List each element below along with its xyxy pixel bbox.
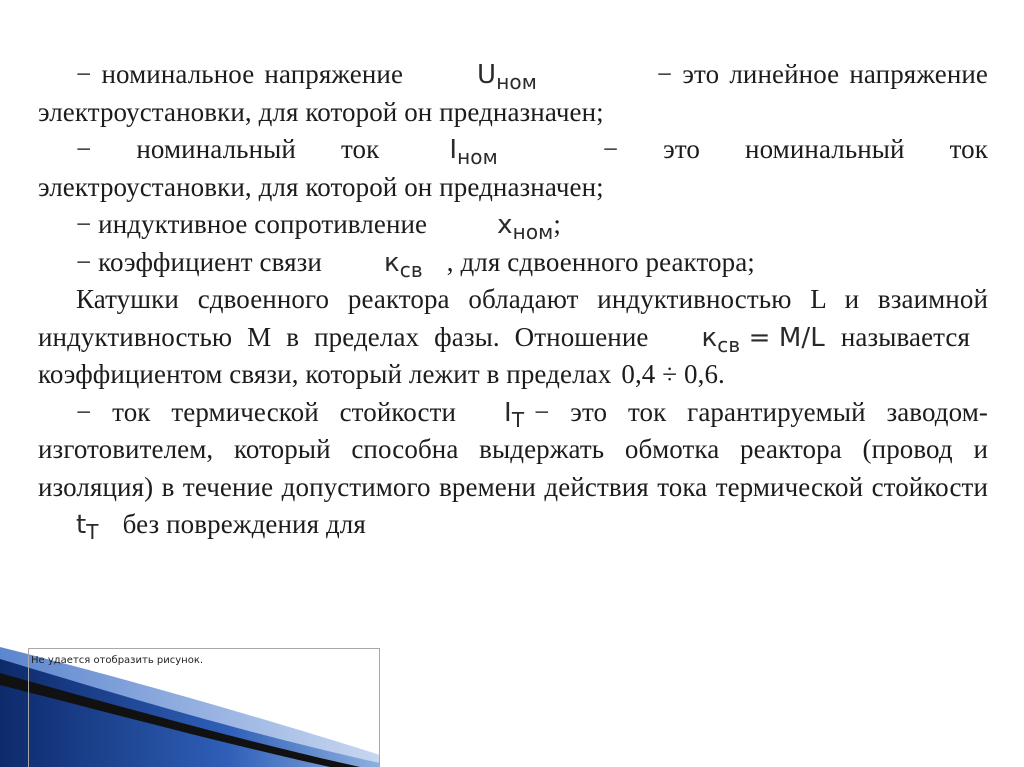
var-main: U [477,60,497,90]
var-main: I [504,397,512,428]
var-main: I [449,135,458,165]
broken-image-placeholder [28,648,380,767]
var-x-nom [459,212,553,242]
text-inductive-resistance-label: − индуктивное сопротивление [76,209,428,239]
var-sub: Т [86,520,99,544]
var-main: x [497,210,513,240]
text-nominal-voltage-desc: − это линейное напряжение электроустановки, для которой он предназначен; [38,59,988,127]
paragraph-thermal-current [38,394,988,544]
var-sub: ном [457,145,498,169]
var-i-nom [411,137,497,167]
var-sub: ном [496,70,537,94]
var-k-sv [346,247,423,282]
slide-body-text [38,56,988,544]
text-nominal-current-desc: − это номинальный ток электроустановки, для которой он предназначен; [38,134,988,202]
text-thermal-current-end: без повреждения для [122,509,366,539]
var-main: к [383,247,400,278]
var-sub: ном [512,220,554,244]
formula-main: к [701,322,718,353]
paragraph-nominal-current [38,131,988,206]
var-i-t [466,397,525,432]
text-nominal-current-label: − номинальный ток [76,134,380,164]
var-main: t [76,510,87,540]
text-coefficient-range-lead: коэффициентом связи, который лежит в пределах [38,359,612,389]
var-t-t [38,512,99,542]
text-thermal-current-desc: − это ток гарантируемый заводом-изготовителем, который способна выдержать обмотка реактора (провод и изоляция) в течение допустимого времени действия тока термической стойкости [38,396,988,502]
text-nominal-voltage-label: − номинальное напряжение [76,59,404,89]
paragraph-nominal-voltage [38,56,988,131]
var-u-nom [439,62,537,92]
paragraph-dual-reactor [38,281,988,394]
text-dual-reactor-desc: Катушки сдвоенного реактора обладают индуктивностью L и взаимной индуктивностью М в пределах фазы. Отношение [38,284,988,352]
formula-k-sv [663,322,825,357]
paragraph-coupling-coefficient [38,244,988,282]
paragraph-inductive-resistance [38,206,988,244]
text-coupling-desc: , для сдвоенного реактора; [446,246,755,277]
text-called: называется [840,321,970,352]
text-coupling-label: − коэффициент связи [76,246,322,277]
formula-sub: св [717,332,741,357]
var-sub: Т [511,407,525,432]
text-range-value: 0,4 ÷ 0,6. [621,359,725,389]
broken-image-message: Не удается отобразить рисунок. [31,655,204,666]
text-thermal-current-label: − ток термической стойкости [76,396,457,427]
text-inductive-resistance-end: ; [553,209,561,239]
formula-rest: = M/L [740,322,825,353]
var-sub: св [399,257,423,282]
